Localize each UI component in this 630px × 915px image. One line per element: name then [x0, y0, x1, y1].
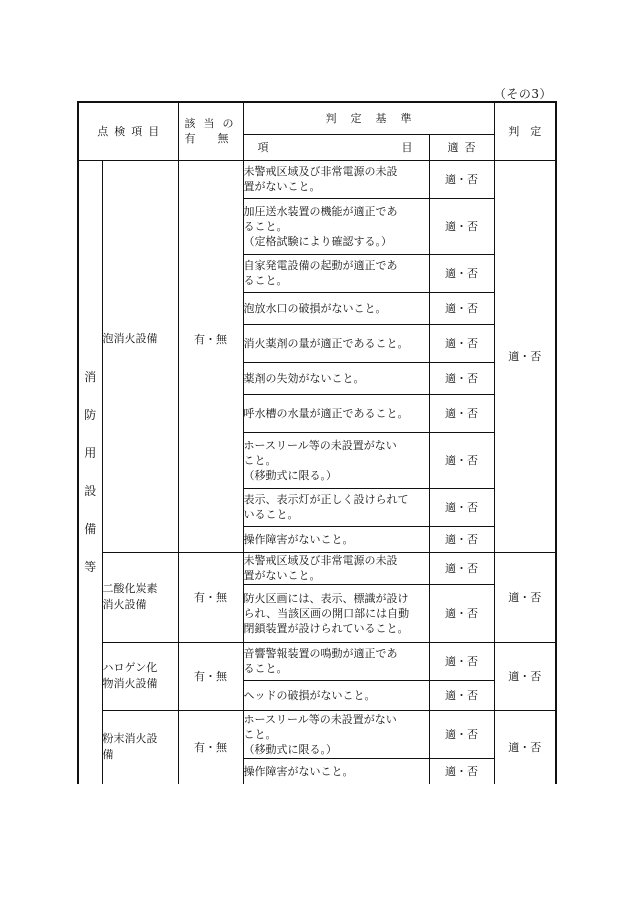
table-row — [78, 710, 556, 758]
page-label: （その3） — [493, 87, 552, 101]
category-char: 防 — [84, 408, 97, 423]
applicable-header — [178, 102, 243, 160]
system-name: 二酸化炭素 消火設備 — [102, 552, 178, 642]
category-char: 設 — [84, 484, 97, 499]
item-header-end: 目 — [401, 141, 413, 154]
category-char: 消 — [84, 370, 97, 385]
criterion-text: 呼水槽の水量が適正であること。 — [243, 394, 429, 432]
criterion-text: 薬剤の失効がないこと。 — [243, 362, 429, 394]
criterion-result[interactable]: 適・否 — [429, 292, 494, 324]
table-row — [78, 552, 556, 584]
presence-cell[interactable]: 有・無 — [178, 160, 243, 552]
criterion-result[interactable]: 適・否 — [429, 584, 494, 642]
judgement-header — [494, 102, 556, 160]
criterion-result[interactable]: 適・否 — [429, 552, 494, 584]
criterion-text: ヘッドの破損がないこと。 — [243, 680, 429, 710]
applicable-header-line2: 有 無 — [184, 132, 229, 146]
presence-cell[interactable]: 有・無 — [178, 710, 243, 784]
criterion-result[interactable]: 適・否 — [429, 680, 494, 710]
applicable-header-line1: 該当の — [184, 117, 242, 131]
criterion-text: 泡放水口の破損がないこと。 — [243, 292, 429, 324]
criterion-text: 音響警報装置の鳴動が適正であ ること。 — [243, 642, 429, 680]
system-name: ハロゲン化 物消火設備 — [102, 642, 178, 710]
criterion-result[interactable]: 適・否 — [429, 362, 494, 394]
category-char: 用 — [84, 446, 97, 461]
category-chars — [79, 358, 102, 586]
criterion-result[interactable]: 適・否 — [429, 198, 494, 254]
criterion-result[interactable]: 適・否 — [429, 432, 494, 488]
system-judgement[interactable]: 適・否 — [494, 642, 556, 710]
criterion-text: 未警戒区域及び非常電源の未設 置がないこと。 — [243, 160, 429, 198]
system-name: 泡消火設備 — [102, 160, 178, 552]
check-item-header-label: 点検項目 — [97, 125, 166, 139]
criterion-text: 加圧送水装置の機能が適正であ ること。 （定格試験により確認する。） — [243, 198, 429, 254]
criterion-result[interactable]: 適・否 — [429, 758, 494, 784]
system-name: 粉末消火設 備 — [102, 710, 178, 784]
judgement-header-label: 判 定 — [508, 125, 542, 139]
criterion-text: ホースリール等の未設置がない こと。 （移動式に限る。） — [243, 432, 429, 488]
criterion-text: 表示、表示灯が正しく設けられて いること。 — [243, 488, 429, 526]
presence-cell[interactable]: 有・無 — [178, 642, 243, 710]
criterion-result[interactable]: 適・否 — [429, 160, 494, 198]
criterion-text: ホースリール等の未設置がない こと。 （移動式に限る。） — [243, 710, 429, 758]
criterion-result[interactable]: 適・否 — [429, 324, 494, 362]
criteria-header — [243, 102, 494, 134]
tekihi-header-label: 適否 — [447, 141, 482, 154]
criterion-text: 自家発電設備の起動が適正であ ること。 — [243, 254, 429, 292]
criterion-text: 操作障害がないこと。 — [243, 758, 429, 784]
criterion-result[interactable]: 適・否 — [429, 488, 494, 526]
category-char: 備 — [84, 522, 97, 537]
system-judgement[interactable]: 適・否 — [494, 160, 556, 552]
criterion-result[interactable]: 適・否 — [429, 710, 494, 758]
criterion-text: 防火区画には、表示、標識が設け られ、当該区画の開口部には自動 閉鎖装置が設けられていること。 — [243, 584, 429, 642]
category-cell — [78, 160, 102, 784]
check-item-header — [78, 102, 178, 160]
criterion-text: 操作障害がないこと。 — [243, 526, 429, 552]
criteria-header-label: 判定基準 — [325, 112, 426, 126]
table-row — [78, 160, 556, 198]
system-judgement[interactable]: 適・否 — [494, 552, 556, 642]
item-header-start: 項 — [257, 141, 269, 154]
inspection-table — [77, 101, 557, 784]
criterion-result[interactable]: 適・否 — [429, 642, 494, 680]
table-row — [78, 642, 556, 680]
criterion-result[interactable]: 適・否 — [429, 394, 494, 432]
category-char: 等 — [84, 560, 97, 575]
tekihi-header — [429, 134, 494, 160]
system-judgement[interactable]: 適・否 — [494, 710, 556, 784]
presence-cell[interactable]: 有・無 — [178, 552, 243, 642]
criterion-result[interactable]: 適・否 — [429, 254, 494, 292]
criterion-result[interactable]: 適・否 — [429, 526, 494, 552]
item-header — [243, 134, 429, 160]
criterion-text: 未警戒区域及び非常電源の未設 置がないこと。 — [243, 552, 429, 584]
criterion-text: 消火薬剤の量が適正であること。 — [243, 324, 429, 362]
